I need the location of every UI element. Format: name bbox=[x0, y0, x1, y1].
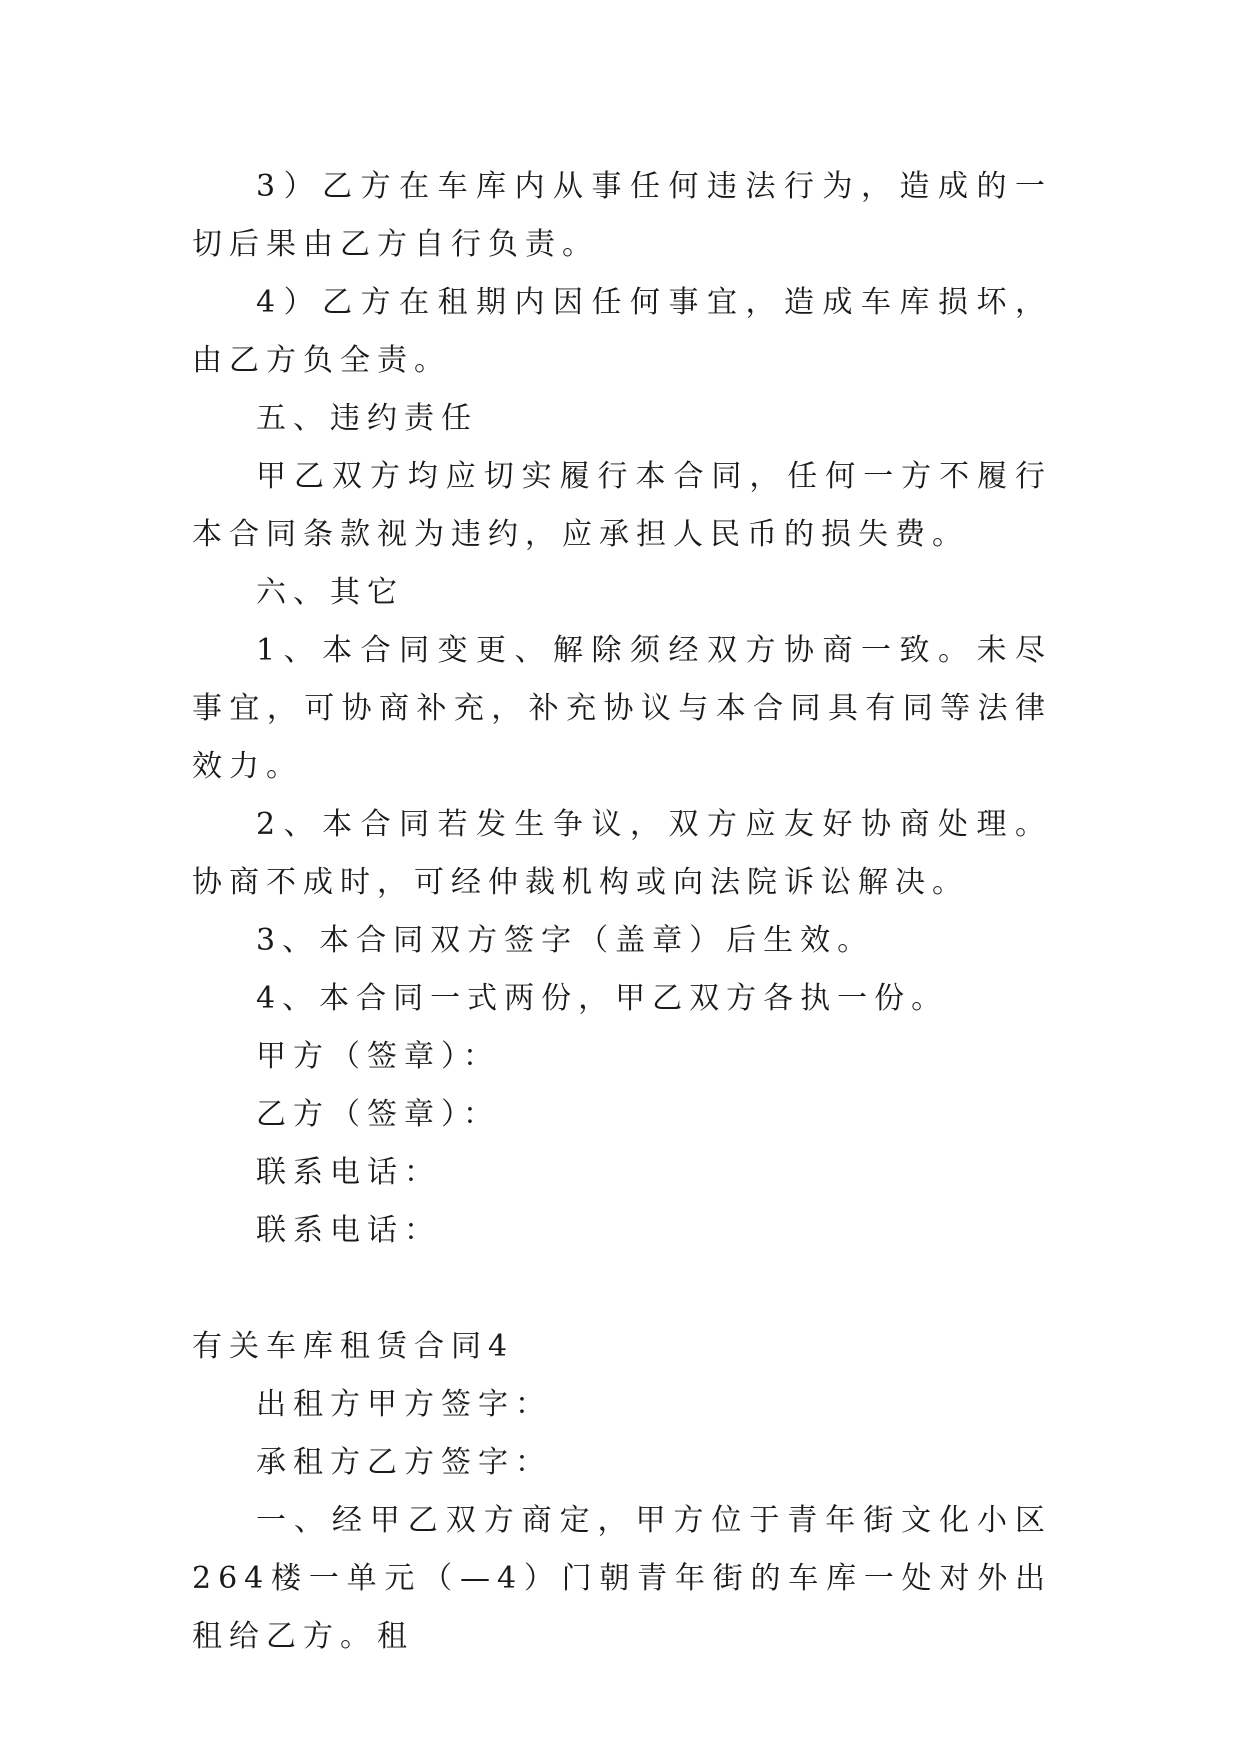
contact-phone-line-a: 联系电话： bbox=[256, 1155, 441, 1190]
document-body bbox=[192, 158, 1052, 1666]
party-b-signature-line: 乙方（签章）： bbox=[256, 1097, 500, 1132]
other-item-1-paragraph: 1、本合同变更、解除须经双方协商一致。未尽事宜，可协商补充，补充协议与本合同具有同等法律效力。 bbox=[192, 633, 1052, 784]
section-title: 有关车库租赁合同4 bbox=[192, 1329, 515, 1364]
contact-phone-line-b: 联系电话： bbox=[256, 1213, 441, 1248]
breach-paragraph: 甲乙双方均应切实履行本合同，任何一方不履行本合同条款视为违约，应承担人民币的损失费。 bbox=[192, 459, 1052, 552]
other-item-4-paragraph: 4、本合同一式两份，甲乙双方各执一份。 bbox=[256, 981, 949, 1016]
section-five-heading: 五、违约责任 bbox=[256, 401, 478, 436]
party-a-signature-line: 甲方（签章）： bbox=[256, 1039, 500, 1074]
other-item-3-paragraph: 3、本合同双方签字（盖章）后生效。 bbox=[256, 923, 875, 958]
other-item-2-paragraph: 2、本合同若发生争议，双方应友好协商处理。协商不成时，可经仲裁机构或向法院诉讼解决。 bbox=[192, 807, 1052, 900]
lessee-signature-line: 承租方乙方签字： bbox=[256, 1445, 552, 1480]
clause-3-paragraph: 3）乙方在车库内从事任何违法行为，造成的一切后果由乙方自行负责。 bbox=[192, 169, 1052, 262]
clause-4-paragraph: 4）乙方在租期内因任何事宜，造成车库损坏，由乙方负全责。 bbox=[192, 285, 1052, 378]
lessor-signature-line: 出租方甲方签字： bbox=[256, 1387, 552, 1422]
article-one-paragraph: 一、经甲乙双方商定，甲方位于青年街文化小区264楼一单元（—4）门朝青年街的车库一处对外出租给乙方。租 bbox=[192, 1503, 1052, 1654]
section-six-heading: 六、其它 bbox=[256, 575, 404, 610]
section-spacer bbox=[192, 1260, 1052, 1318]
